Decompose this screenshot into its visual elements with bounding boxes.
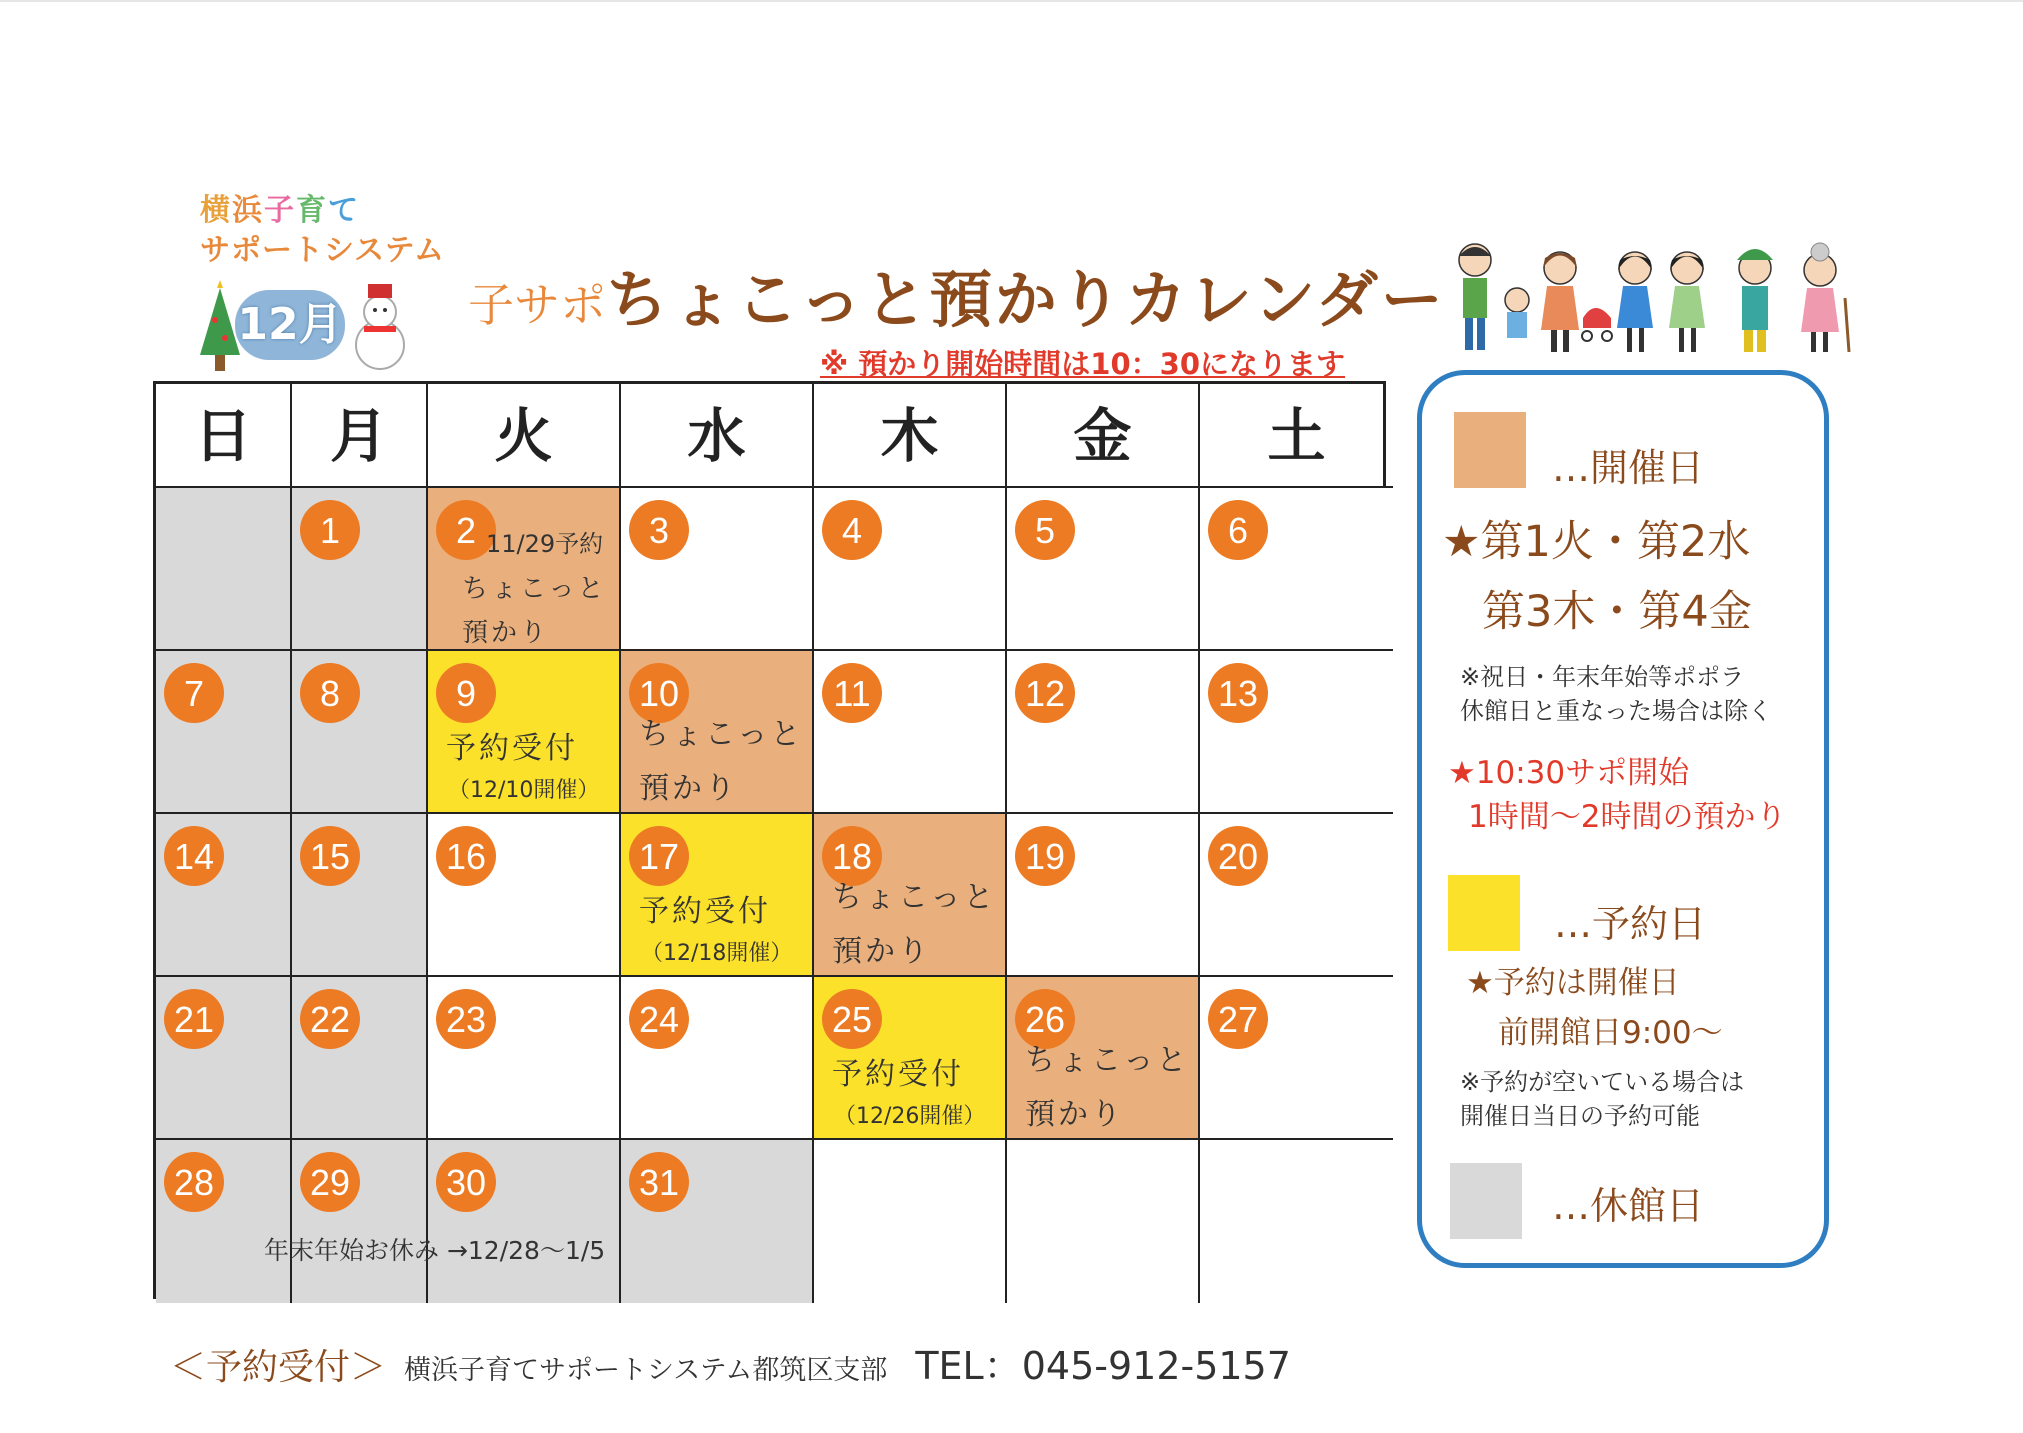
title-prefix: 子サポ <box>468 278 606 332</box>
day-cell-14 <box>156 814 292 977</box>
day-number: 2 <box>436 500 496 560</box>
start-time-notice: ※ 預かり開始時間は10：30になります <box>820 347 1346 381</box>
weekday-header: 土 <box>1200 384 1393 488</box>
logo-char: 育 <box>296 193 328 228</box>
weekday-header: 月 <box>292 384 428 488</box>
day-number: 25 <box>822 989 882 1049</box>
legend-reserve-note-2: 開催日当日の予約可能 <box>1460 1102 1700 1130</box>
empty-cell <box>156 488 292 651</box>
day-number: 18 <box>822 826 882 886</box>
legend-swatch-closed <box>1450 1163 1522 1239</box>
grandma-figure <box>1801 243 1849 352</box>
day-number: 16 <box>436 826 496 886</box>
day-cell-16 <box>428 814 621 977</box>
month-badge: 12月 <box>235 290 345 360</box>
day-cell-9 <box>428 651 621 814</box>
footer <box>170 1335 1291 1390</box>
cell-text: ちょこっと <box>639 717 804 752</box>
day-number: 4 <box>822 500 882 560</box>
legend-schedule-1: ★第1火・第2水 <box>1442 517 1751 567</box>
empty-cell <box>1007 1140 1200 1303</box>
logo-line1 <box>200 185 360 229</box>
day-cell-23 <box>428 977 621 1140</box>
day-number: 21 <box>164 989 224 1049</box>
cell-event-date: （12/10開催） <box>448 778 600 803</box>
family-illustration <box>1455 238 1870 358</box>
day-cell-20 <box>1200 814 1393 977</box>
day-cell-10 <box>621 651 814 814</box>
day-cell-22 <box>292 977 428 1140</box>
weekday-header: 木 <box>814 384 1007 488</box>
scan-edge <box>0 0 2023 2</box>
day-cell-18 <box>814 814 1007 977</box>
logo <box>195 185 495 375</box>
calendar-grid <box>153 381 1386 1299</box>
day-cell-24 <box>621 977 814 1140</box>
cell-text: 予約受付 <box>639 894 771 929</box>
legend-open-label: …開催日 <box>1552 446 1705 490</box>
day-cell-17 <box>621 814 814 977</box>
day-number: 10 <box>629 663 689 723</box>
day-number: 13 <box>1208 663 1268 723</box>
day-number: 29 <box>300 1152 360 1212</box>
day-number: 20 <box>1208 826 1268 886</box>
day-number: 11 <box>822 663 882 723</box>
day-cell-12 <box>1007 651 1200 814</box>
legend-reserve-1: ★予約は開催日 <box>1466 965 1680 1001</box>
day-number: 19 <box>1015 826 1075 886</box>
grandpa-figure <box>1737 249 1773 352</box>
day-cell-26 <box>1007 977 1200 1140</box>
legend-closed-label: …休館日 <box>1552 1184 1705 1228</box>
day-number: 28 <box>164 1152 224 1212</box>
empty-cell <box>1200 1140 1393 1303</box>
footer-label: ＜予約受付＞ <box>170 1347 387 1388</box>
logo-line2: サポートシステム <box>200 233 445 268</box>
day-number: 31 <box>629 1152 689 1212</box>
snowman-icon <box>350 280 410 375</box>
day-number: 8 <box>300 663 360 723</box>
legend-swatch-reserve <box>1448 875 1520 951</box>
cell-reservation-note: 11/29予約 <box>486 530 604 558</box>
cell-text: ちょこっと <box>1025 1043 1190 1078</box>
day-cell-28 <box>156 1140 292 1303</box>
day-cell-25 <box>814 977 1007 1140</box>
day-cell-1 <box>292 488 428 651</box>
cell-event-date: （12/18開催） <box>641 941 793 966</box>
legend-schedule-2: 第3木・第4金 <box>1482 587 1752 637</box>
legend-exclude-1: ※祝日・年末年始等ポポラ <box>1460 663 1745 691</box>
legend-start-1: ★10:30サポ開始 <box>1448 755 1690 791</box>
empty-cell <box>814 1140 1007 1303</box>
legend-reserve-note-1: ※予約が空いている場合は <box>1460 1068 1745 1096</box>
dad-figure <box>1459 244 1491 350</box>
logo-char: 横 <box>200 193 232 228</box>
day-number: 1 <box>300 500 360 560</box>
legend-swatch-open <box>1454 412 1526 488</box>
logo-char: 浜 <box>232 193 264 228</box>
weekday-header: 火 <box>428 384 621 488</box>
logo-char: て <box>328 193 360 228</box>
day-number: 27 <box>1208 989 1268 1049</box>
cell-text-2: 預かり <box>639 771 738 806</box>
day-number: 23 <box>436 989 496 1049</box>
girl-figure <box>1617 252 1653 352</box>
day-cell-7 <box>156 651 292 814</box>
day-number: 6 <box>1208 500 1268 560</box>
woman-figure <box>1669 252 1705 352</box>
day-number: 17 <box>629 826 689 886</box>
day-cell-2 <box>428 488 621 651</box>
day-cell-19 <box>1007 814 1200 977</box>
day-cell-27 <box>1200 977 1393 1140</box>
day-number: 5 <box>1015 500 1075 560</box>
weekday-header: 水 <box>621 384 814 488</box>
legend-start-2: 1時間～2時間の預かり <box>1468 799 1787 835</box>
day-cell-4 <box>814 488 1007 651</box>
day-cell-21 <box>156 977 292 1140</box>
day-number: 22 <box>300 989 360 1049</box>
footer-org: 横浜子育てサポートシステム都筑区支部 <box>404 1355 888 1386</box>
cell-text: ちょこっと <box>832 880 997 915</box>
day-number: 3 <box>629 500 689 560</box>
day-number: 7 <box>164 663 224 723</box>
day-number: 30 <box>436 1152 496 1212</box>
cell-text: 予約受付 <box>446 731 578 766</box>
holiday-note: 年末年始お休み →12/28～1/5 <box>264 1236 606 1265</box>
cell-text-2: 預かり <box>1025 1097 1124 1132</box>
day-number: 14 <box>164 826 224 886</box>
page-title <box>468 250 1446 339</box>
day-cell-11 <box>814 651 1007 814</box>
weekday-header: 金 <box>1007 384 1200 488</box>
legend-reserve-label: …予約日 <box>1554 902 1707 946</box>
title-main: ちょこっと預かりカレンダー <box>606 263 1446 336</box>
day-cell-3 <box>621 488 814 651</box>
day-cell-15 <box>292 814 428 977</box>
cell-text-2: 預かり <box>832 934 931 969</box>
mom-figure <box>1541 252 1579 352</box>
legend-exclude-2: 休館日と重なった場合は除く <box>1460 697 1772 725</box>
day-cell-30 <box>428 1140 621 1303</box>
legend-panel <box>1417 370 1829 1268</box>
day-cell-5 <box>1007 488 1200 651</box>
legend-reserve-2: 前開館日9:00～ <box>1498 1015 1723 1051</box>
day-number: 12 <box>1015 663 1075 723</box>
baby-figure <box>1505 288 1529 338</box>
day-number: 15 <box>300 826 360 886</box>
stroller-icon <box>1582 308 1612 341</box>
cell-text: ちょこっと <box>462 574 607 604</box>
cell-text: 予約受付 <box>832 1057 964 1092</box>
day-cell-13 <box>1200 651 1393 814</box>
day-cell-29 <box>292 1140 428 1303</box>
cell-event-date: （12/26開催） <box>834 1104 986 1129</box>
day-cell-6 <box>1200 488 1393 651</box>
footer-tel: TEL：045-912-5157 <box>915 1344 1291 1388</box>
day-number: 9 <box>436 663 496 723</box>
cell-text-2: 預かり <box>462 618 550 648</box>
weekday-header: 日 <box>156 384 292 488</box>
day-cell-31 <box>621 1140 814 1303</box>
day-number: 24 <box>629 989 689 1049</box>
day-cell-8 <box>292 651 428 814</box>
day-number: 26 <box>1015 989 1075 1049</box>
logo-char: 子 <box>264 193 296 228</box>
